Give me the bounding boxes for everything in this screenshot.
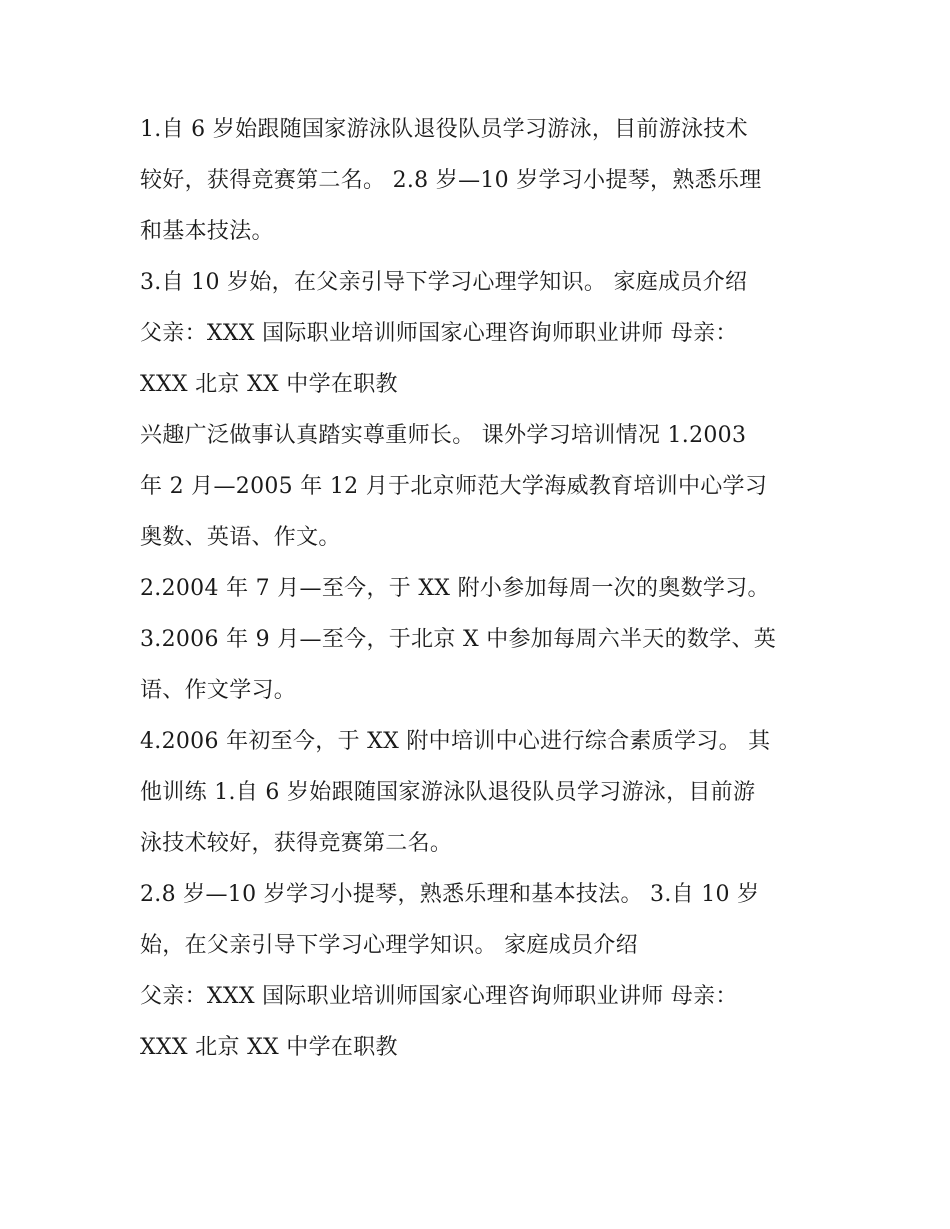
text-line: 他训练 1.自 6 岁始跟随国家游泳队退役队员学习游泳，目前游 — [140, 780, 756, 805]
text-line: 语、作文学习。 — [140, 678, 297, 703]
text-line: 2.2004 年 7 月—至今，于 XX 附小参加每周一次的奥数学习。 — [140, 576, 770, 601]
text-line: XXX 北京 XX 中学在职教 — [140, 372, 398, 397]
text-line: 较好，获得竞赛第二名。 2.8 岁—10 岁学习小提琴，熟悉乐理 — [140, 168, 762, 193]
text-line: 4.2006 年初至今，于 XX 附中培训中心进行综合素质学习。 其 — [140, 729, 771, 754]
text-line: 兴趣广泛做事认真踏实尊重师长。 课外学习培训情况 1.2003 — [140, 423, 747, 448]
text-line: 3.自 10 岁始，在父亲引导下学习心理学知识。 家庭成员介绍 — [140, 270, 748, 295]
text-line: 3.2006 年 9 月—至今，于北京 X 中参加每周六半天的数学、英 — [140, 627, 777, 652]
text-line: 2.8 岁—10 岁学习小提琴，熟悉乐理和基本技法。 3.自 10 岁 — [140, 882, 760, 907]
text-line: XXX 北京 XX 中学在职教 — [140, 1035, 398, 1060]
text-line: 和基本技法。 — [140, 219, 274, 244]
text-line: 奥数、英语、作文。 — [140, 525, 341, 550]
text-line: 始，在父亲引导下学习心理学知识。 家庭成员介绍 — [140, 933, 638, 958]
text-line: 泳技术较好，获得竞赛第二名。 — [140, 831, 453, 856]
text-line: 1.自 6 岁始跟随国家游泳队退役队员学习游泳，目前游泳技术 — [140, 117, 748, 142]
document-body — [140, 104, 820, 1073]
text-line: 父亲：XXX 国际职业培训师国家心理咨询师职业讲师 母亲： — [140, 321, 738, 346]
text-line: 父亲：XXX 国际职业培训师国家心理咨询师职业讲师 母亲： — [140, 984, 738, 1009]
text-line: 年 2 月—2005 年 12 月于北京师范大学海威教育培训中心学习 — [140, 474, 768, 499]
